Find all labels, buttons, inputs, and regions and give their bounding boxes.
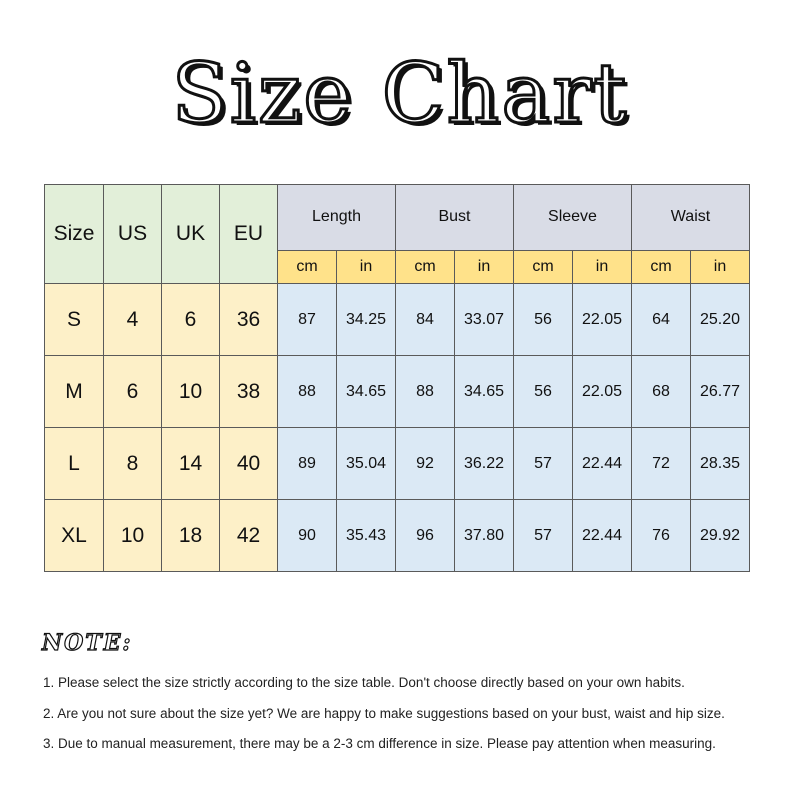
cell-bust-cm: 96 bbox=[396, 500, 455, 572]
unit-header: cm bbox=[396, 250, 455, 283]
cell-sleeve-cm: 56 bbox=[514, 356, 573, 428]
cell-eu: 38 bbox=[220, 356, 278, 428]
cell-size: M bbox=[45, 356, 104, 428]
unit-header: cm bbox=[632, 250, 691, 283]
cell-length-cm: 87 bbox=[278, 284, 337, 356]
header-bust: Bust bbox=[396, 185, 514, 251]
unit-header: cm bbox=[278, 250, 337, 283]
cell-waist-in: 25.20 bbox=[691, 284, 750, 356]
cell-length-cm: 89 bbox=[278, 428, 337, 500]
cell-sleeve-in: 22.44 bbox=[573, 500, 632, 572]
cell-bust-cm: 88 bbox=[396, 356, 455, 428]
note-heading: NOTE: bbox=[42, 630, 133, 656]
table-row bbox=[45, 356, 750, 428]
cell-length-in: 34.65 bbox=[337, 356, 396, 428]
cell-length-in: 35.04 bbox=[337, 428, 396, 500]
table-row bbox=[45, 500, 750, 572]
cell-bust-in: 34.65 bbox=[455, 356, 514, 428]
note-item: 3. Due to manual measurement, there may be a 2-3 cm difference in size. Please pay attention when measuring. bbox=[43, 736, 716, 751]
table-row bbox=[45, 284, 750, 356]
cell-uk: 6 bbox=[162, 284, 220, 356]
cell-waist-in: 28.35 bbox=[691, 428, 750, 500]
cell-size: XL bbox=[45, 500, 104, 572]
cell-uk: 14 bbox=[162, 428, 220, 500]
table-row bbox=[45, 428, 750, 500]
cell-bust-cm: 92 bbox=[396, 428, 455, 500]
cell-length-in: 35.43 bbox=[337, 500, 396, 572]
note-item: 1. Please select the size strictly according to the size table. Don't choose directly based on your own habits. bbox=[43, 675, 685, 690]
cell-waist-cm: 64 bbox=[632, 284, 691, 356]
header-size: Size bbox=[45, 185, 104, 284]
cell-sleeve-cm: 57 bbox=[514, 428, 573, 500]
cell-length-cm: 90 bbox=[278, 500, 337, 572]
header-sleeve: Sleeve bbox=[514, 185, 632, 251]
cell-eu: 36 bbox=[220, 284, 278, 356]
cell-eu: 40 bbox=[220, 428, 278, 500]
cell-us: 6 bbox=[104, 356, 162, 428]
unit-header: in bbox=[573, 250, 632, 283]
cell-sleeve-cm: 57 bbox=[514, 500, 573, 572]
unit-header: cm bbox=[514, 250, 573, 283]
cell-us: 8 bbox=[104, 428, 162, 500]
unit-header: in bbox=[337, 250, 396, 283]
header-length: Length bbox=[278, 185, 396, 251]
cell-bust-in: 37.80 bbox=[455, 500, 514, 572]
table-header-row bbox=[45, 185, 750, 251]
cell-uk: 18 bbox=[162, 500, 220, 572]
header-us: US bbox=[104, 185, 162, 284]
cell-waist-cm: 68 bbox=[632, 356, 691, 428]
cell-length-in: 34.25 bbox=[337, 284, 396, 356]
cell-bust-cm: 84 bbox=[396, 284, 455, 356]
cell-us: 10 bbox=[104, 500, 162, 572]
cell-sleeve-in: 22.05 bbox=[573, 284, 632, 356]
unit-header: in bbox=[455, 250, 514, 283]
cell-sleeve-in: 22.05 bbox=[573, 356, 632, 428]
unit-header: in bbox=[691, 250, 750, 283]
page-title: Size Chart bbox=[171, 47, 629, 142]
cell-us: 4 bbox=[104, 284, 162, 356]
cell-waist-in: 26.77 bbox=[691, 356, 750, 428]
cell-waist-cm: 76 bbox=[632, 500, 691, 572]
size-table bbox=[44, 184, 750, 572]
cell-uk: 10 bbox=[162, 356, 220, 428]
cell-length-cm: 88 bbox=[278, 356, 337, 428]
header-eu: EU bbox=[220, 185, 278, 284]
cell-eu: 42 bbox=[220, 500, 278, 572]
header-uk: UK bbox=[162, 185, 220, 284]
header-waist: Waist bbox=[632, 185, 750, 251]
cell-waist-in: 29.92 bbox=[691, 500, 750, 572]
note-item: 2. Are you not sure about the size yet? We are happy to make suggestions based on your bust, waist and hip size. bbox=[43, 706, 725, 721]
cell-sleeve-cm: 56 bbox=[514, 284, 573, 356]
cell-size: S bbox=[45, 284, 104, 356]
cell-sleeve-in: 22.44 bbox=[573, 428, 632, 500]
cell-size: L bbox=[45, 428, 104, 500]
cell-waist-cm: 72 bbox=[632, 428, 691, 500]
cell-bust-in: 36.22 bbox=[455, 428, 514, 500]
cell-bust-in: 33.07 bbox=[455, 284, 514, 356]
